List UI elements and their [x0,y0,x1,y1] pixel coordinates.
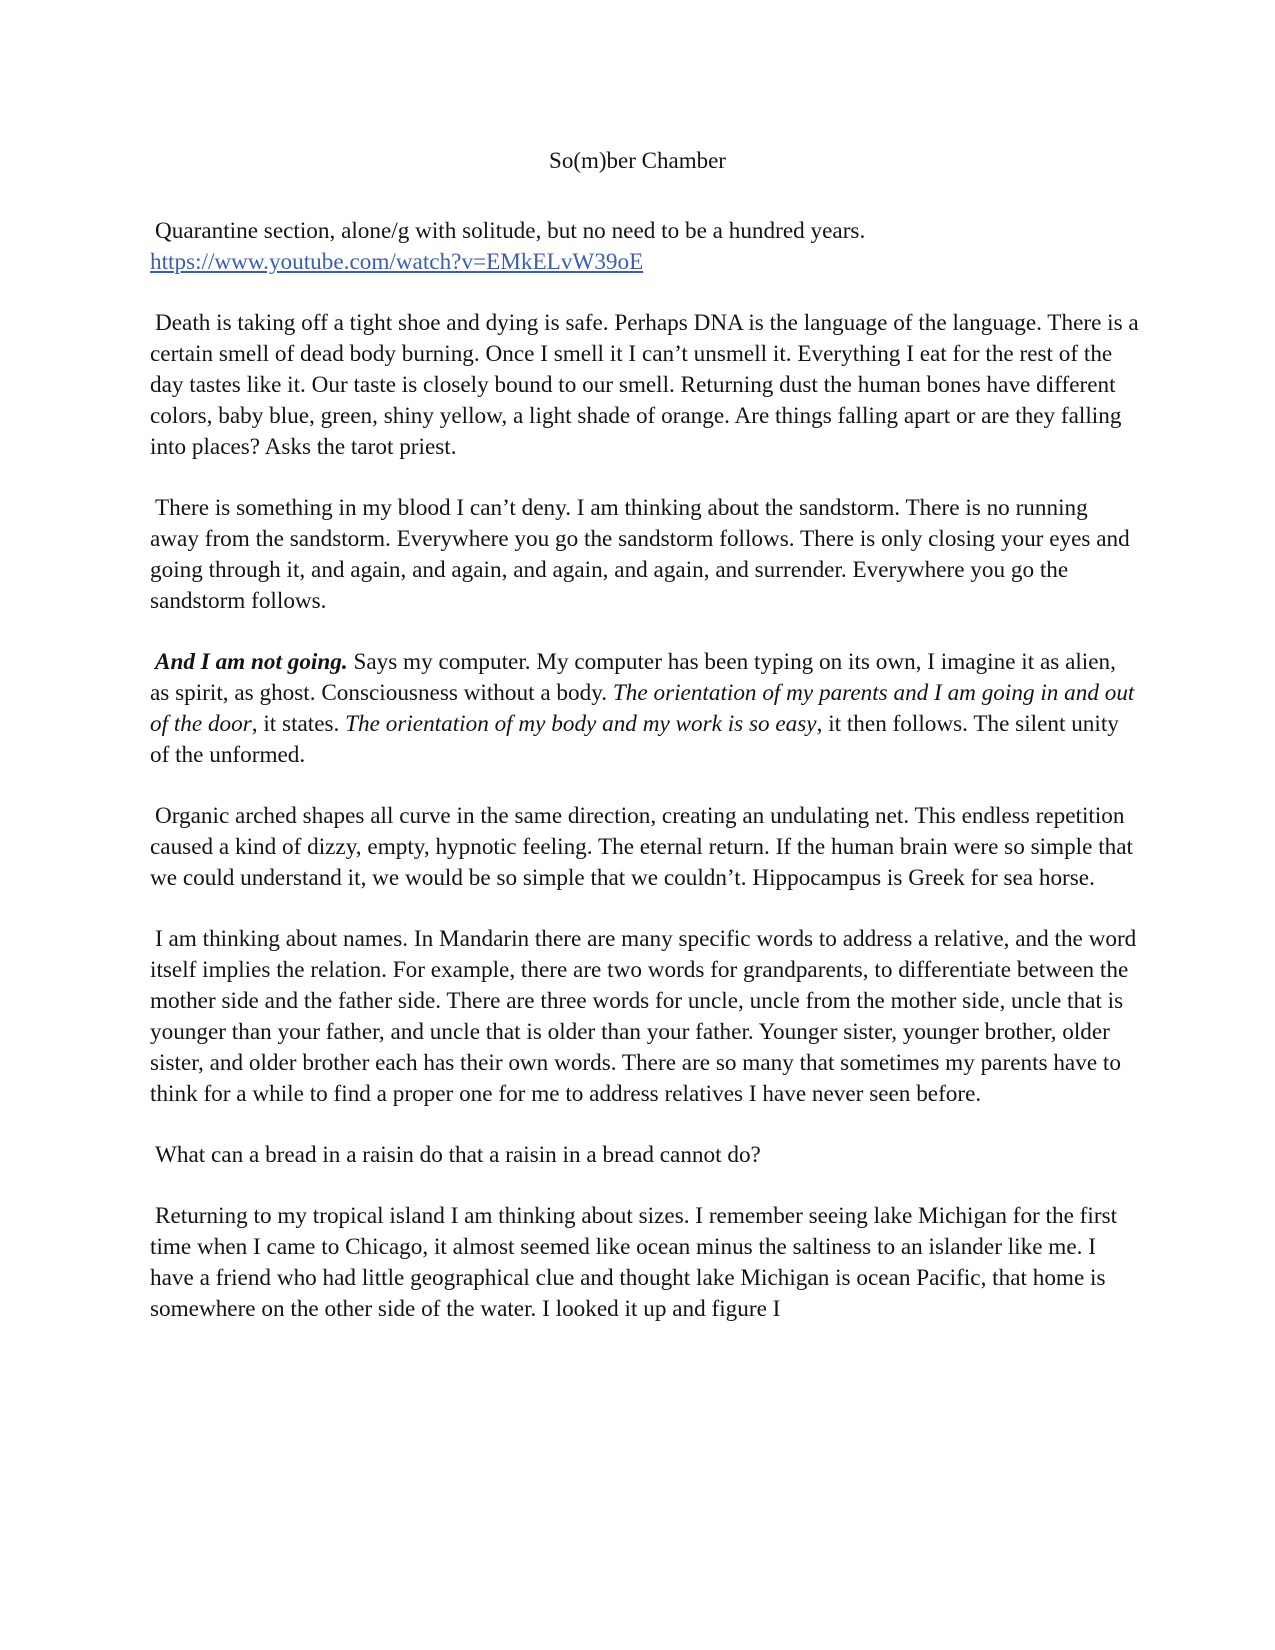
paragraph-names: I am thinking about names. In Mandarin there are many specific words to address a relative, and the word itself implies the relation. For example, there are two words for grandparents, to differentiate between the mother side and the father side. There are three words for uncle, uncle from the mother side, uncle that is younger than your father, and uncle that is older than your father. Younger sister, younger brother, older sister, and older brother each has their own words. There are so many that sometimes my parents have to think for a while to find a proper one for me to address relatives I have never seen before. [150,926,1137,1107]
youtube-link[interactable]: https://www.youtube.com/watch?v=EMkELvW39oE [150,249,644,275]
computer-text-2: , it states. [251,711,346,737]
intro-paragraph [150,216,1140,278]
page-title: So(m)ber Chamber [549,148,726,173]
italic-quote-1: The orientation of my parents and I am going in and out of the door [150,680,1135,737]
document-body [150,216,1140,1355]
paragraph-island: Returning to my tropical island I am thinking about sizes. I remember seeing lake Michigan for the first time when I came to Chicago, it almost seemed like ocean minus the saltiness to an islander like me. I have a friend who had little geographical clue and thought lake Michigan is ocean Pacific, that home is somewhere on the other side of the water. I looked it up and figure I [150,1203,1118,1322]
paragraph-death: Death is taking off a tight shoe and dying is safe. Perhaps DNA is the language of the language. There is a certain smell of dead body burning. Once I smell it I can’t unsmell it. Everything I eat for the rest of the day tastes like it. Our taste is closely bound to our smell. Returning dust the human bones have different colors, baby blue, green, shiny yellow, a light shade of orange. Are things falling apart or are they falling into places? Asks the tarot priest. [150,310,1139,460]
italic-quote-2: The orientation of my body and my work is so easy [345,711,817,737]
paragraph-organic-shapes: Organic arched shapes all curve in the same direction, creating an undulating net. This endless repetition caused a kind of dizzy, empty, hypnotic feeling. The eternal return. If the human brain were so simple that we could understand it, we would be so simple that we couldn’t. Hippocampus is Greek for sea horse. [150,803,1133,891]
paragraph-computer [150,647,1140,771]
bold-italic-phrase: And I am not going. [155,649,348,675]
paragraph-raisin: What can a bread in a raisin do that a raisin in a bread cannot do? [155,1142,761,1168]
computer-text-1: Says my computer. My computer has been typing on its own, I imagine it as alien, as spirit, as ghost. Consciousness without a body. [150,649,1116,706]
computer-text-3: , it then follows. The silent unity of the unformed. [150,711,1119,768]
intro-text: Quarantine section, alone/g with solitude, but no need to be a hundred years. [155,218,866,244]
paragraph-sandstorm: There is something in my blood I can’t deny. I am thinking about the sandstorm. There is no running away from the sandstorm. Everywhere you go the sandstorm follows. There is only closing your eyes and going through it, and again, and again, and again, and again, and surrender. Everywhere you go the sandstorm follows. [150,495,1130,614]
